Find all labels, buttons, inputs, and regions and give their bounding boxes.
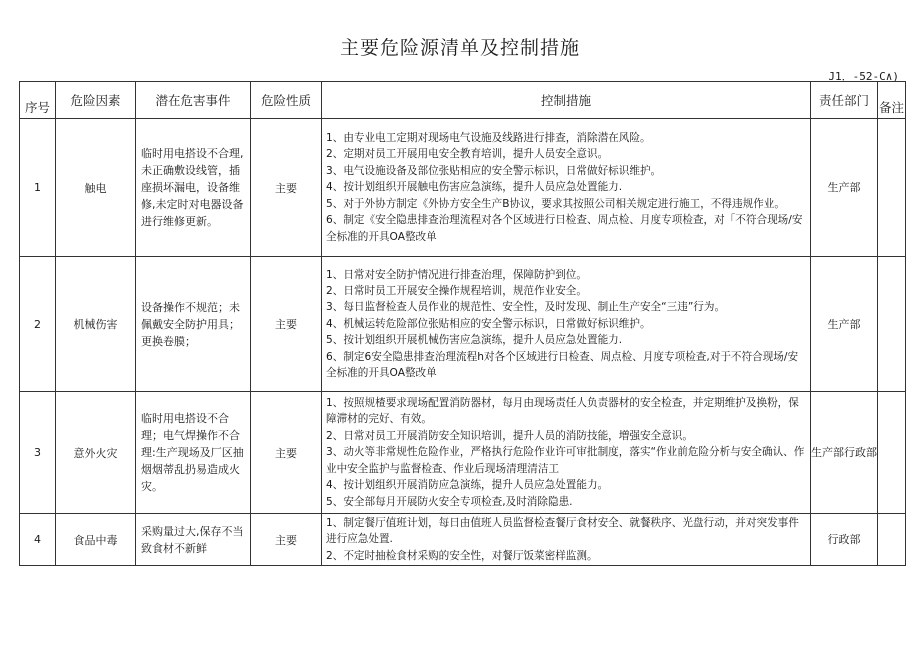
header-remark: 备注 bbox=[878, 82, 906, 119]
measure-item: 1、按照规楂要求现场配置消防器材，每月由现场责任人负责器材的安全检查，并定期维护及换粉，保障滞材的完好、有效。 bbox=[326, 397, 799, 426]
measure-item: 3、每日监督检查人员作业的规范性、安全性，及时发现、制止生产安全“三违”行为。 bbox=[326, 301, 726, 314]
measure-item: 2、定期对员工开展用电安全教育培训，提升人员安全意识。 bbox=[326, 148, 609, 161]
row-factor: 意外火灾 bbox=[56, 392, 136, 514]
measure-item: 1、制定餐厅值班计划，每日由值班人员监督检查餐厅食材安全、就餐秩序、光盘行动，并对突发事件进行应急处置. bbox=[326, 517, 799, 546]
row-dept: 生产部 bbox=[811, 257, 878, 392]
row-dept: 行政部 bbox=[811, 514, 878, 566]
header-events: 潜在危害事件 bbox=[136, 82, 251, 119]
row-dept: 生产部 bbox=[811, 119, 878, 257]
measure-item: 2、日常时员工开展安全操作规程培训，规范作业安全。 bbox=[326, 284, 587, 297]
table-row bbox=[20, 514, 906, 566]
table-row bbox=[20, 392, 906, 514]
document-number: J1．-52-C∧) bbox=[828, 70, 899, 83]
page-title: 主要危险源清单及控制措施 bbox=[339, 37, 580, 59]
header-measures: 控制措施 bbox=[322, 82, 811, 119]
measure-item: 5、安全部每月开展防火安全专项检查,及时消除隐患. bbox=[326, 495, 573, 508]
row-remark bbox=[878, 514, 906, 566]
row-remark bbox=[878, 119, 906, 257]
measure-item: 2、日常对员工开展消防安全知识培训，提升人员的消防技能，増强安全意识。 bbox=[326, 429, 693, 442]
row-measures bbox=[322, 392, 811, 514]
row-nature: 主要 bbox=[251, 392, 322, 514]
row-no: 2 bbox=[20, 257, 56, 392]
row-dept: 生产部行政部 bbox=[811, 392, 878, 514]
measure-item: 4、按计划组织开展消防应急演练，提升人员应急处置能力。 bbox=[326, 479, 609, 492]
row-factor: 触电 bbox=[56, 119, 136, 257]
header-dept: 责任部门 bbox=[811, 82, 878, 119]
header-nature: 危险性质 bbox=[251, 82, 322, 119]
row-nature: 主要 bbox=[251, 119, 322, 257]
row-events: 临时用电搭设不合理；电气焊操作不合理:生产现场及厂区抽烟烟蒂乱扔易造成火灾。 bbox=[136, 392, 251, 514]
measure-item: 1、由专业电工定期对现场电气设施及线路进行排查，消除潜在风险。 bbox=[326, 132, 651, 145]
measure-item: 1、日常对安全防护情况进行排查治理，保障防护到位。 bbox=[326, 268, 587, 281]
measure-item: 6、制定《安全隐患排查治理流程对各个区域进行日检查、周点检、月度专项检查，对「不符合现场/安全标准的开具OA整改单 bbox=[326, 214, 803, 243]
header-no: 序号 bbox=[20, 82, 56, 119]
row-factor: 机械伤害 bbox=[56, 257, 136, 392]
row-no: 4 bbox=[20, 514, 56, 566]
measure-item: 3、电气设施设备及部位张贴相应的安全警示标识，日常做好标识维护。 bbox=[326, 164, 662, 177]
row-measures bbox=[322, 514, 811, 566]
measure-item: 6、制定6安全隐患排查治理流程h对各个区域进行日检查、周点检、月度专项检查,对于不符合现场/安全标准的开具OA整改单 bbox=[326, 350, 799, 380]
measure-item: 3、动火等非常规性危险作业，严格执行危险作业许可审批制度，落实“作业前危险分析与安全确认、作业中安全监护与监督检查、作业后现场清理清洁工 bbox=[326, 446, 805, 475]
hazard-table bbox=[19, 81, 906, 566]
measure-item: 4、按计划组织开展触电伤害应急演练，提升人员应急处置能力. bbox=[326, 181, 623, 194]
row-remark bbox=[878, 257, 906, 392]
row-events: 采购量过大,保存不当致食材不新鲜 bbox=[136, 514, 251, 566]
header-factor: 危险因素 bbox=[56, 82, 136, 119]
measure-item: 2、不定时抽检食材采购的安全性，对餐厅饭菜密样监测。 bbox=[326, 549, 598, 562]
table-row bbox=[20, 119, 906, 257]
row-no: 3 bbox=[20, 392, 56, 514]
row-factor: 食品中毒 bbox=[56, 514, 136, 566]
measure-item: 5、对于外协方制定《外协方安全生产B协议，要求其按照公司相关规定进行施工，不得违规作业。 bbox=[326, 197, 785, 210]
row-measures bbox=[322, 257, 811, 392]
row-events: 临时用电搭设不合理,未正确敷设线管，插座损坏漏电，设备维修,未定时对电器设备进行维修更新。 bbox=[136, 119, 251, 257]
measure-item: 4、机械运转危险部位张贴相应的安全警示标识，日常做好标识维护。 bbox=[326, 317, 651, 330]
row-events: 设备操作不规范；未佩戴安全防护用具；更换卷膜； bbox=[136, 257, 251, 392]
row-nature: 主要 bbox=[251, 257, 322, 392]
header-row bbox=[20, 82, 906, 119]
row-measures bbox=[322, 119, 811, 257]
table-row bbox=[20, 257, 906, 392]
row-no: 1 bbox=[20, 119, 56, 257]
row-nature: 主要 bbox=[251, 514, 322, 566]
measure-item: 5、按计划组织开展机械伤害应急演练，提升人员应急处置能力. bbox=[326, 334, 623, 347]
row-remark bbox=[878, 392, 906, 514]
